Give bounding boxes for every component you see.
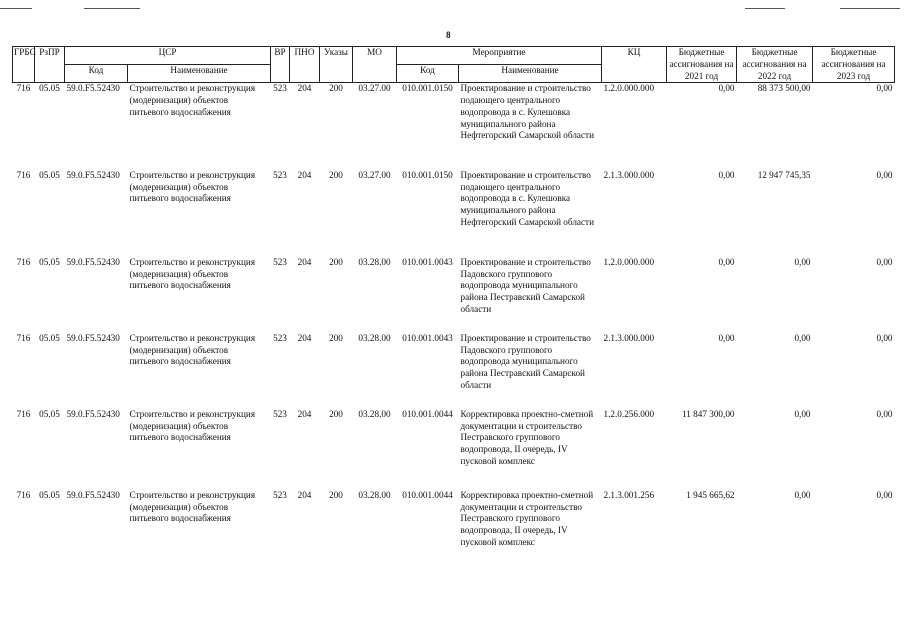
header-row-top	[13, 47, 895, 65]
cell-mo: 03.27.00	[358, 83, 391, 94]
cell-vr: 523	[273, 83, 287, 94]
cell-vr: 523	[273, 332, 287, 343]
cell-event-name: Проектирование и строительство Падовского группового водопровода муниципального района Пестравский Самарской области	[460, 332, 591, 390]
cell-mo: 03.28.00	[358, 489, 391, 500]
page-number: 8	[446, 30, 451, 40]
header-grbs: ГРБС	[13, 47, 35, 83]
cell-budget-2023: 0,00	[876, 169, 893, 180]
cell-budget-2022: 88 373 500,00	[757, 83, 811, 94]
table-row	[13, 333, 895, 409]
cell-budget-2022: 0,00	[794, 408, 811, 419]
cell-csr-code: 59.0.F5.52430	[66, 169, 120, 180]
cell-rzpr: 05.05	[39, 332, 60, 343]
cell-ukazy: 200	[329, 332, 343, 343]
cell-budget-2023: 0,00	[876, 408, 893, 419]
cell-grbs: 716	[16, 83, 31, 94]
table-row	[13, 83, 895, 170]
cell-budget-2021: 0,00	[718, 83, 735, 94]
cell-csr-name: Строительство и реконструкция (модернизация) объектов питьевого водоснабжения	[129, 408, 256, 443]
cell-budget-2021: 11 847 300,00	[682, 408, 735, 419]
header-mo: МО	[353, 47, 397, 83]
cell-budget-2022: 12 947 745,35	[757, 169, 811, 180]
cell-budget-2023: 0,00	[876, 256, 893, 267]
header-event-name: Наименование	[459, 65, 602, 83]
cell-csr-code: 59.0.F5.52430	[66, 83, 120, 94]
header-event: Мероприятие	[397, 47, 602, 65]
cell-kc: 1.2.0.000.000	[603, 256, 655, 267]
cell-csr-name: Строительство и реконструкция (модернизация) объектов питьевого водоснабжения	[129, 169, 256, 204]
cell-pno: 204	[297, 332, 312, 343]
scan-artifact-line	[840, 8, 900, 9]
cell-vr: 523	[273, 408, 287, 419]
cell-mo: 03.28.00	[358, 256, 391, 267]
cell-rzpr: 05.05	[39, 408, 60, 419]
cell-grbs: 716	[16, 408, 31, 419]
cell-csr-name: Строительство и реконструкция (модернизация) объектов питьевого водоснабжения	[129, 489, 256, 524]
cell-rzpr: 05.05	[39, 256, 60, 267]
cell-event-name: Проектирование и строительство подающего центрального водопровода в с. Кулешовка муниципального района Нефтегорский Самарской области	[460, 83, 594, 141]
cell-mo: 03.28.00	[358, 332, 391, 343]
cell-pno: 204	[297, 408, 312, 419]
cell-kc: 2.1.3.000.000	[603, 332, 655, 343]
cell-event-code: 010.001.0043	[402, 256, 453, 267]
scan-artifact-line	[745, 8, 785, 9]
cell-budget-2021: 1 945 665,62	[686, 489, 735, 500]
cell-event-code: 010.001.0043	[402, 332, 453, 343]
header-budget-2023: Бюджетные ассигнования на 2023 год	[813, 47, 895, 83]
cell-rzpr: 05.05	[39, 83, 60, 94]
cell-kc: 2.1.3.000.000	[603, 169, 655, 180]
budget-table	[12, 46, 895, 577]
cell-vr: 523	[273, 169, 287, 180]
cell-event-code: 010.001.0044	[402, 489, 453, 500]
header-pno: ПНО	[290, 47, 320, 83]
cell-event-code: 010.001.0044	[402, 408, 453, 419]
cell-csr-name: Строительство и реконструкция (модернизация) объектов питьевого водоснабжения	[129, 256, 256, 291]
header-ukazy: Указы	[320, 47, 353, 83]
cell-budget-2023: 0,00	[876, 83, 893, 94]
cell-ukazy: 200	[329, 169, 343, 180]
cell-kc: 2.1.3.001.256	[603, 489, 655, 500]
cell-kc: 1.2.0.256.000	[603, 408, 655, 419]
cell-csr-code: 59.0.F5.52430	[66, 332, 120, 343]
cell-grbs: 716	[16, 169, 31, 180]
cell-budget-2022: 0,00	[794, 332, 811, 343]
cell-csr-code: 59.0.F5.52430	[66, 256, 120, 267]
cell-budget-2023: 0,00	[876, 332, 893, 343]
cell-ukazy: 200	[329, 489, 343, 500]
header-budget-2021: Бюджетные ассигнования на 2021 год	[667, 47, 737, 83]
cell-mo: 03.28.00	[358, 408, 391, 419]
scan-artifact-line	[84, 8, 140, 9]
header-csr-code: Код	[65, 65, 128, 83]
cell-rzpr: 05.05	[39, 489, 60, 500]
cell-ukazy: 200	[329, 408, 343, 419]
cell-grbs: 716	[16, 256, 31, 267]
cell-event-name: Проектирование и строительство Падовского группового водопровода муниципального района Пестравский Самарской области	[460, 256, 591, 314]
cell-budget-2022: 0,00	[794, 256, 811, 267]
cell-event-code: 010.001.0150	[402, 169, 453, 180]
scan-artifact-line	[0, 8, 32, 9]
header-budget-2022: Бюджетные ассигнования на 2022 год	[737, 47, 813, 83]
cell-event-name: Проектирование и строительство подающего центрального водопровода в с. Кулешовка муниципального района Нефтегорский Самарской области	[460, 169, 594, 227]
table-row	[13, 409, 895, 490]
cell-event-name: Корректировка проектно-сметной документации и строительство Пестравского группового водопровода, II очередь, IV пусковой комплекс	[460, 489, 594, 547]
cell-budget-2023: 0,00	[876, 489, 893, 500]
cell-kc: 1.2.0.000.000	[603, 83, 655, 94]
cell-pno: 204	[297, 256, 312, 267]
cell-csr-name: Строительство и реконструкция (модернизация) объектов питьевого водоснабжения	[129, 332, 256, 367]
cell-vr: 523	[273, 489, 287, 500]
cell-grbs: 716	[16, 332, 31, 343]
header-csr: ЦСР	[65, 47, 271, 65]
cell-csr-code: 59.0.F5.52430	[66, 489, 120, 500]
cell-csr-code: 59.0.F5.52430	[66, 408, 120, 419]
cell-pno: 204	[297, 169, 312, 180]
cell-rzpr: 05.05	[39, 169, 60, 180]
cell-csr-name: Строительство и реконструкция (модернизация) объектов питьевого водоснабжения	[129, 83, 256, 117]
cell-event-code: 010.001.0150	[402, 83, 453, 94]
table-row	[13, 257, 895, 333]
cell-vr: 523	[273, 256, 287, 267]
table-row	[13, 170, 895, 257]
cell-grbs: 716	[16, 489, 31, 500]
header-event-code: Код	[397, 65, 459, 83]
cell-event-name: Корректировка проектно-сметной документации и строительство Пестравского группового водопровода, II очередь, IV пусковой комплекс	[460, 408, 594, 466]
cell-pno: 204	[297, 489, 312, 500]
header-vr: ВР	[271, 47, 290, 83]
cell-ukazy: 200	[329, 83, 343, 94]
table-row	[13, 490, 895, 577]
header-csr-name: Наименование	[128, 65, 271, 83]
cell-ukazy: 200	[329, 256, 343, 267]
header-rzpr: РзПР	[35, 47, 65, 83]
cell-budget-2022: 0,00	[794, 489, 811, 500]
cell-budget-2021: 0,00	[718, 169, 735, 180]
cell-pno: 204	[297, 83, 312, 94]
cell-mo: 03.27.00	[358, 169, 391, 180]
header-kc: КЦ	[602, 47, 667, 83]
cell-budget-2021: 0,00	[718, 332, 735, 343]
cell-budget-2021: 0,00	[718, 256, 735, 267]
